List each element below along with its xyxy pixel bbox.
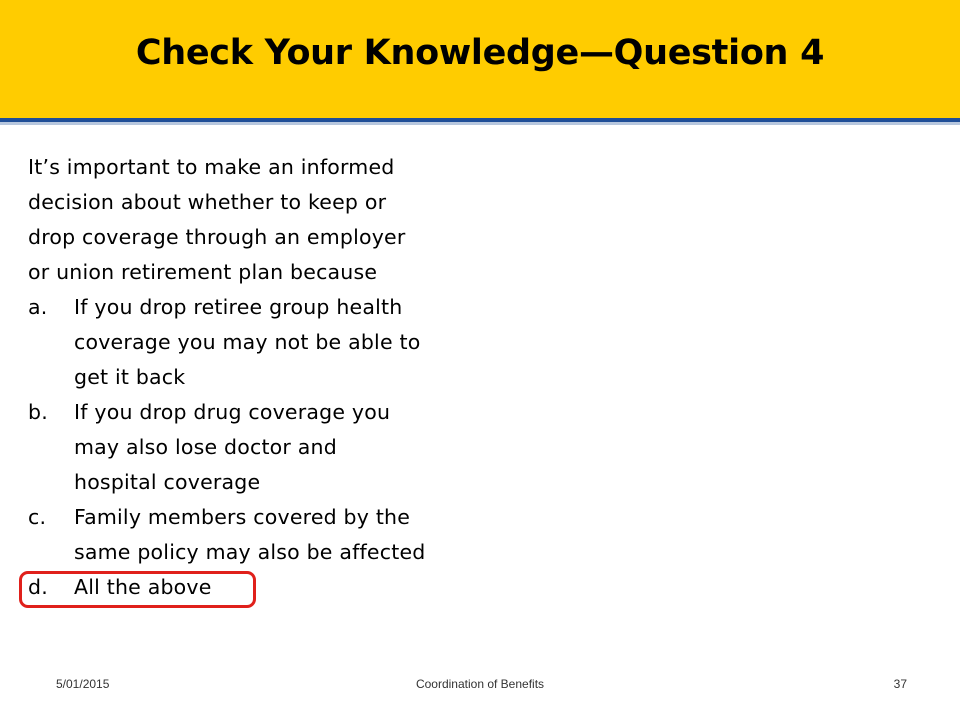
footer-date: 5/01/2015 xyxy=(56,677,110,691)
question-line: drop coverage through an employer xyxy=(28,225,406,249)
answer-text-line: hospital coverage xyxy=(74,470,261,494)
question-line: decision about whether to keep or xyxy=(28,190,387,214)
answer-text-line: All the above xyxy=(74,575,212,599)
footer-title: Coordination of Benefits xyxy=(415,677,545,691)
answer-text-line: same policy may also be affected xyxy=(74,540,426,564)
question-line: It’s important to make an informed xyxy=(28,155,395,179)
answer-text-line: coverage you may not be able to xyxy=(74,330,421,354)
question-body xyxy=(28,150,498,605)
answer-option-c xyxy=(28,500,498,570)
answer-option-a xyxy=(28,290,498,395)
question-line: or union retirement plan because xyxy=(28,260,378,284)
answer-text-line: get it back xyxy=(74,365,186,389)
answer-label-d: d. xyxy=(28,575,48,599)
answer-label-c: c. xyxy=(28,505,47,529)
answer-text-line: If you drop retiree group health xyxy=(74,295,403,319)
slide-title: Check Your Knowledge—Question 4 xyxy=(135,33,825,73)
answer-text-line: If you drop drug coverage you xyxy=(74,400,391,424)
answer-label-b: b. xyxy=(28,400,48,424)
answer-option-b xyxy=(28,395,498,500)
title-divider-shadow xyxy=(0,122,960,125)
answer-text-line: Family members covered by the xyxy=(74,505,411,529)
answer-label-a: a. xyxy=(28,295,48,319)
correct-answer-highlight xyxy=(19,571,256,608)
answer-text-line: may also lose doctor and xyxy=(74,435,337,459)
page-number: 37 xyxy=(893,677,907,691)
